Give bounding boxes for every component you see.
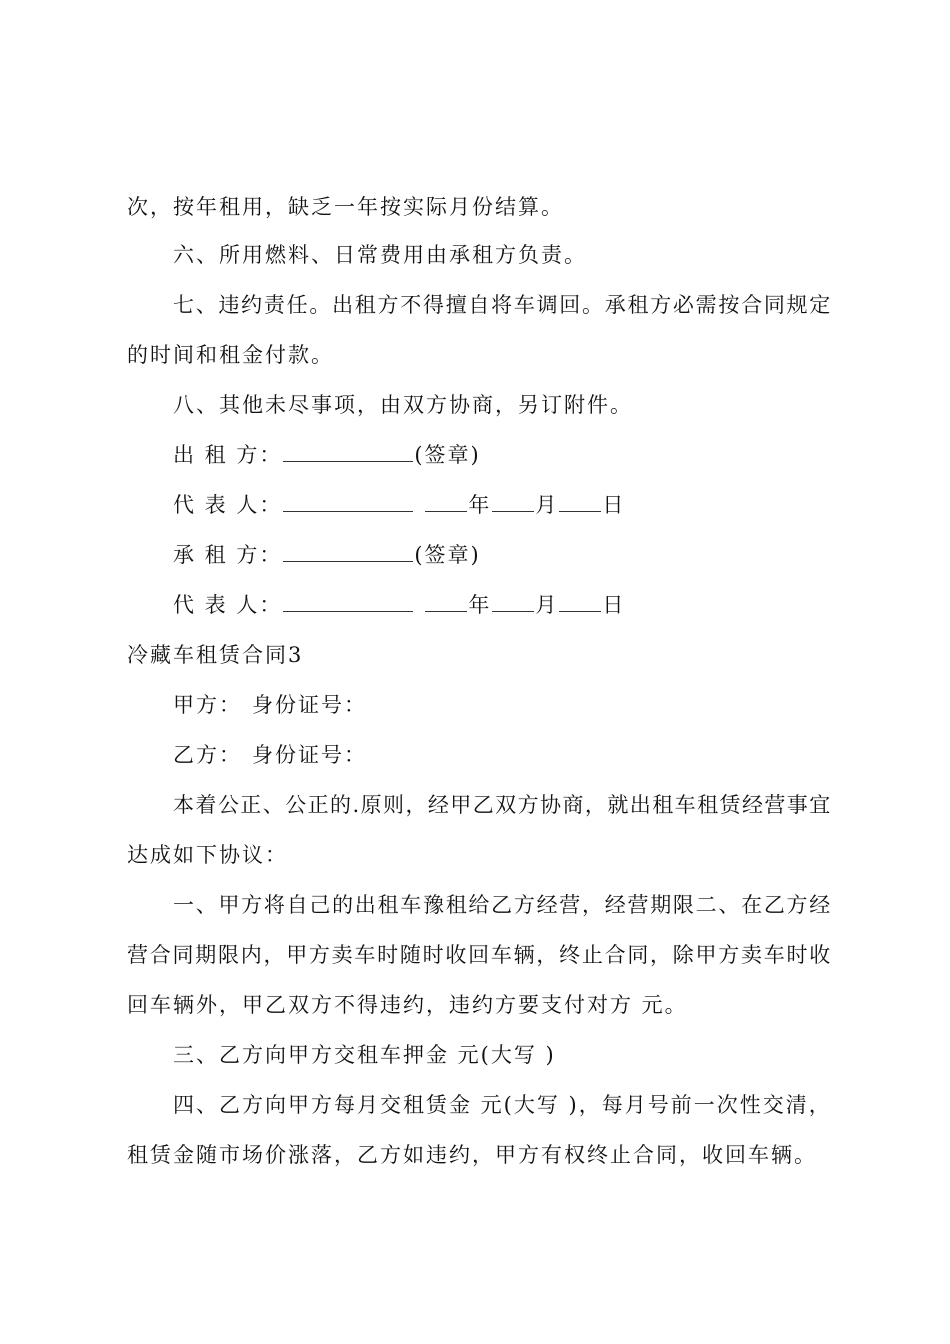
day-label: 日 [602, 493, 626, 517]
year-label: 年 [468, 493, 492, 517]
year-blank [425, 593, 467, 612]
section-title: 冷藏车租赁合同3 [127, 643, 304, 667]
paragraph-line: 四、乙方向甲方每月交租赁金 元(大写 )，每月号前一次性交清， [173, 1093, 832, 1117]
lessor-blank [283, 443, 413, 462]
sign-seal-label: (签章) [414, 543, 481, 567]
paragraph-line: 次，按年租用，缺乏一年按实际月份结算。 [127, 195, 564, 219]
lessee-signature-line [173, 540, 481, 570]
paragraph-line: 的时间和租金付款。 [127, 343, 334, 367]
day-blank [559, 493, 601, 512]
paragraph-line: 本着公正、公正的.原则，经甲乙双方协商，就出租车租赁经营事宜 [173, 793, 832, 817]
representative-line [173, 490, 625, 520]
representative-blank [283, 493, 413, 512]
day-label: 日 [602, 593, 626, 617]
representative-line [173, 590, 625, 620]
id-number-label: 身份证号： [252, 693, 367, 717]
sign-seal-label: (签章) [414, 443, 481, 467]
party-b-line [173, 740, 367, 770]
party-b-label: 乙方： [173, 743, 242, 767]
year-label: 年 [468, 593, 492, 617]
month-blank [492, 593, 534, 612]
party-a-label: 甲方： [173, 693, 242, 717]
representative-label: 代 表 人： [173, 593, 283, 617]
month-label: 月 [535, 493, 559, 517]
lessor-signature-line [173, 440, 481, 470]
paragraph-line: 达成如下协议： [127, 843, 288, 867]
paragraph-line: 六、所用燃料、日常费用由承租方负责。 [173, 243, 587, 267]
lessor-label: 出 租 方： [173, 443, 283, 467]
paragraph-line: 一、甲方将自己的出租车豫租给乙方经营，经营期限二、在乙方经 [173, 893, 832, 917]
paragraph-line: 三、乙方向甲方交租车押金 元(大写 ) [173, 1043, 556, 1067]
year-blank [425, 493, 467, 512]
representative-label: 代 表 人： [173, 493, 283, 517]
month-label: 月 [535, 593, 559, 617]
paragraph-line: 八、其他未尽事项，由双方协商，另订附件。 [173, 393, 633, 417]
paragraph-line: 七、违约责任。出租方不得擅自将车调回。承租方必需按合同规定 [173, 293, 832, 317]
party-a-line [173, 690, 367, 720]
paragraph-line: 回车辆外，甲乙双方不得违约，违约方要支付对方 元。 [127, 993, 688, 1017]
paragraph-line: 营合同期限内，甲方卖车时随时收回车辆，终止合同，除甲方卖车时收 [127, 943, 832, 967]
representative-blank [283, 593, 413, 612]
lessee-label: 承 租 方： [173, 543, 283, 567]
id-number-label: 身份证号： [252, 743, 367, 767]
paragraph-line: 租赁金随市场价涨落，乙方如违约，甲方有权终止合同，收回车辆。 [127, 1143, 817, 1167]
day-blank [559, 593, 601, 612]
month-blank [492, 493, 534, 512]
lessee-blank [283, 543, 413, 562]
